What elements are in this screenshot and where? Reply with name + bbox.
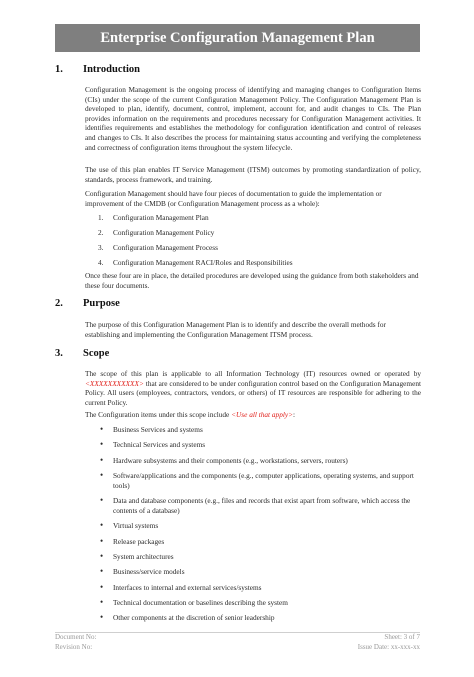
list-text: Configuration Management Process (113, 243, 218, 252)
issue-date: Issue Date: xx-xxx-xx (357, 643, 420, 651)
list-item (85, 537, 421, 547)
list-item (85, 598, 421, 608)
bullet-icon: • (100, 470, 104, 481)
list-item (85, 471, 421, 490)
list-text: Hardware subsystems and their components (e.g., workstations, servers, routers) (113, 455, 348, 465)
list-item (85, 496, 421, 515)
list-item (85, 425, 421, 435)
list-item (85, 567, 421, 577)
list-text: Configuration Management Plan (113, 213, 209, 222)
list-number: 1. (98, 213, 104, 222)
use-all-placeholder: <Use all that apply> (231, 410, 294, 419)
bullet-icon: • (100, 424, 104, 434)
document-title: Enterprise Configuration Management Plan (55, 24, 420, 52)
documentation-list (85, 213, 421, 273)
section-number: 1. (55, 64, 63, 75)
list-item (85, 213, 421, 228)
scope-paragraph-1 (85, 369, 421, 407)
purpose-paragraph: The purpose of this Configuration Management Plan is to identify and describe the overall methods for establishing and implementing the Configuration Management ITSM process. (85, 320, 386, 339)
list-number: 4. (98, 258, 104, 267)
list-number: 2. (98, 228, 104, 237)
intro-paragraph-3: Configuration Management should have four pieces of documentation to guide the implementation or improvement of the CMDB (or Configuration Management process as a whole): (85, 189, 382, 208)
bullet-icon: • (100, 550, 104, 561)
scope-text: that are considered to be under configuration control based on the Configuration Management Policy. All users (employees, contractors, vendors, or others) of IT resources are responsible for adhering to the current Policy. (85, 378, 421, 407)
bullet-icon: • (100, 597, 104, 608)
bullet-icon: • (100, 612, 104, 623)
footer-right (358, 632, 420, 652)
list-item (85, 613, 421, 623)
list-number: 3. (98, 243, 104, 252)
list-text: Configuration Management Policy (113, 228, 215, 237)
scope-text: The Configuration items under this scope include (85, 410, 232, 419)
list-item (85, 228, 421, 243)
scope-paragraph-2 (85, 410, 421, 420)
list-item (85, 583, 421, 593)
list-text: Technical Services and systems (113, 440, 206, 450)
configuration-items-list (85, 425, 421, 629)
list-text: Release packages (113, 536, 165, 546)
intro-paragraph-4: Once these four are in place, the detailed procedures are developed using the guidance from both stakeholders and these four documents. (85, 271, 419, 290)
list-text: Business Services and systems (113, 425, 203, 434)
list-text: Technical documentation or baselines describing the system (113, 598, 288, 608)
list-item (85, 456, 421, 466)
sheet-number: Sheet: 3 of 7 (384, 633, 420, 641)
bullet-icon: • (100, 520, 104, 531)
scope-text: The scope of this plan is applicable to all Information Technology (IT) resources owned or operated by (85, 369, 421, 378)
section-title: Scope (83, 348, 110, 359)
section-number: 3. (55, 348, 63, 359)
footer-left (55, 632, 96, 652)
organization-placeholder: <XXXXXXXXXXX> (85, 378, 144, 388)
list-item (85, 440, 421, 450)
bullet-icon: • (100, 581, 104, 592)
list-text: Software/applications and the components (e.g., computer applications, operating systems, and support tools) (113, 471, 414, 490)
list-item (85, 243, 421, 258)
bullet-icon: • (100, 439, 104, 450)
list-item (85, 552, 421, 562)
scope-text: : (293, 410, 296, 419)
list-text: Interfaces to internal and external services/systems (113, 582, 262, 592)
list-text: Configuration Management RACI/Roles and Responsibilities (113, 258, 293, 267)
intro-paragraph-1: Configuration Management is the ongoing process of identifying and managing changes to Configuration Items (CIs) under the scope of the current Configuration Management Policy. The Configuration Management Plan is developed to plan, identify, document, control, implement, account for, and audit changes to CIs. The Plan provides information on the requirements and procedures necessary for Configuration Management activities. It identifies requirements and establishes the methodology for configuration identification and control of releases and changes to CIs. It also describes the process for maintaining status accounting and verifying the completeness and correctness of configuration items throughout the system lifecycle. (85, 85, 421, 152)
list-item (85, 521, 421, 531)
list-text: Other components at the discretion of senior leadership (113, 613, 275, 623)
list-text: Business/service models (113, 567, 185, 577)
bullet-icon: • (100, 495, 104, 506)
section-title: Introduction (83, 64, 140, 75)
document-number-label: Document No: (55, 633, 97, 641)
list-text: System architectures (113, 551, 174, 561)
list-text: Virtual systems (113, 521, 159, 531)
bullet-icon: • (100, 566, 104, 577)
bullet-icon: • (100, 535, 104, 546)
intro-paragraph-2: The use of this plan enables IT Service Management (ITSM) outcomes by promoting standardization of policy, standards, process framework, and training. (85, 165, 421, 184)
list-text: Data and database components (e.g., files and records that exist apart from software, which access the contents of a database) (113, 496, 411, 515)
revision-number-label: Revision No: (55, 643, 93, 651)
section-number: 2. (55, 298, 63, 309)
bullet-icon: • (100, 454, 104, 465)
section-title: Purpose (83, 298, 120, 309)
